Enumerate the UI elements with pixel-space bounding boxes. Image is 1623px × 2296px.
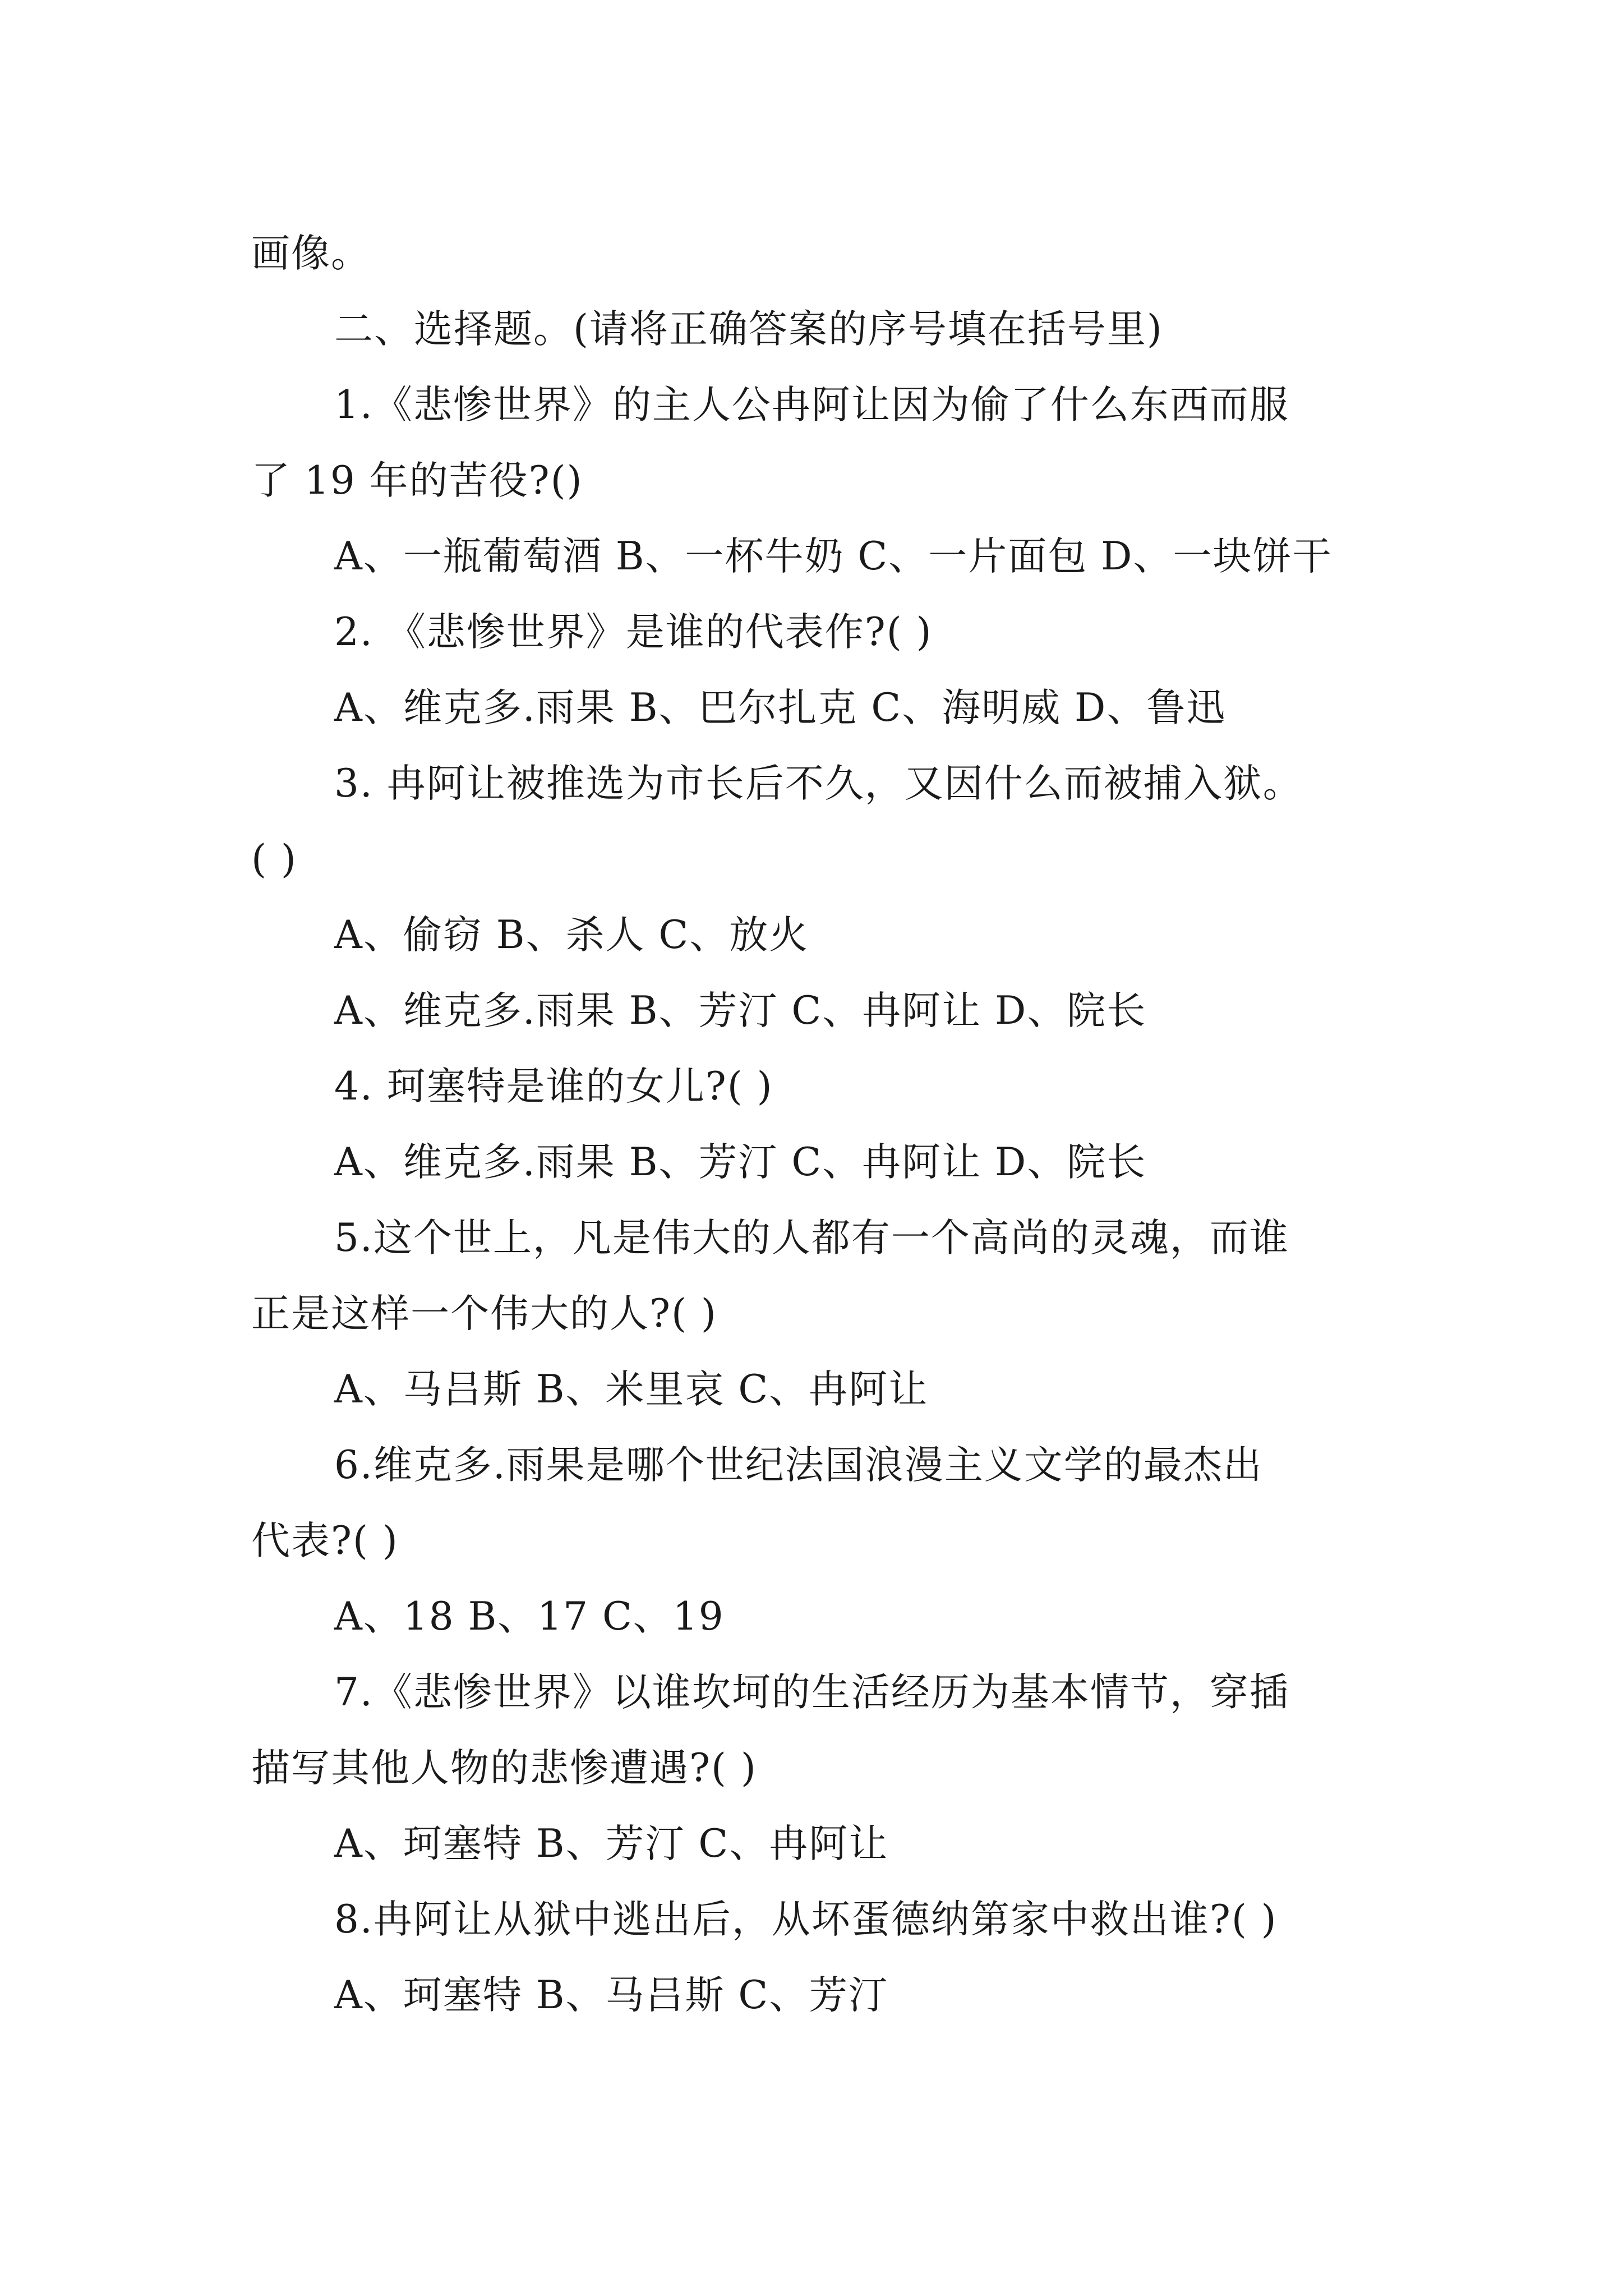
question-3-options-extra: A、维克多.雨果 B、芳汀 C、冉阿让 D、院长 xyxy=(334,988,1147,1033)
question-2-options: A、维克多.雨果 B、巴尔扎克 C、海明威 D、鲁迅 xyxy=(334,685,1227,730)
question-7-cont: 描写其他人物的悲惨遭遇?( ) xyxy=(251,1746,757,1791)
text-line-continuation: 画像。 xyxy=(251,231,371,276)
question-1-options: A、一瓶葡萄酒 B、一杯牛奶 C、一片面包 D、一块饼干 xyxy=(334,534,1332,579)
question-5: 5.这个世上，凡是伟大的人都有一个高尚的灵魂，而谁 xyxy=(334,1216,1289,1260)
question-7: 7.《悲惨世界》以谁坎坷的生活经历为基本情节，穿插 xyxy=(334,1670,1289,1715)
question-8-options: A、珂塞特 B、马吕斯 C、芳汀 xyxy=(334,1973,889,2018)
section-heading: 二、选择题。(请将正确答案的序号填在括号里) xyxy=(334,307,1163,352)
question-1-cont: 了 19 年的苦役?() xyxy=(251,458,583,503)
question-5-cont: 正是这样一个伟大的人?( ) xyxy=(251,1291,717,1336)
question-3-options: A、偷窃 B、杀人 C、放火 xyxy=(334,913,809,958)
document-page xyxy=(251,216,1384,2033)
question-4: 4. 珂塞特是谁的女儿?( ) xyxy=(334,1064,773,1109)
question-6-options: A、18 B、17 C、19 xyxy=(334,1594,725,1639)
question-6-cont: 代表?( ) xyxy=(251,1519,399,1563)
question-8: 8.冉阿让从狱中逃出后，从坏蛋德纳第家中救出谁?( ) xyxy=(334,1897,1278,1942)
question-5-options: A、马吕斯 B、米里哀 C、冉阿让 xyxy=(334,1367,929,1412)
question-4-options: A、维克多.雨果 B、芳汀 C、冉阿让 D、院长 xyxy=(334,1140,1147,1185)
question-7-options: A、珂塞特 B、芳汀 C、冉阿让 xyxy=(334,1821,889,1866)
question-3: 3. 冉阿让被推选为市长后不久，又因什么而被捕入狱。 xyxy=(334,761,1303,806)
question-1: 1.《悲惨世界》的主人公冉阿让因为偷了什么东西而服 xyxy=(334,383,1289,427)
question-2: 2. 《悲惨世界》是谁的代表作?( ) xyxy=(334,610,933,655)
question-3-cont: ( ) xyxy=(251,837,297,882)
question-6: 6.维克多.雨果是哪个世纪法国浪漫主义文学的最杰出 xyxy=(334,1443,1263,1488)
